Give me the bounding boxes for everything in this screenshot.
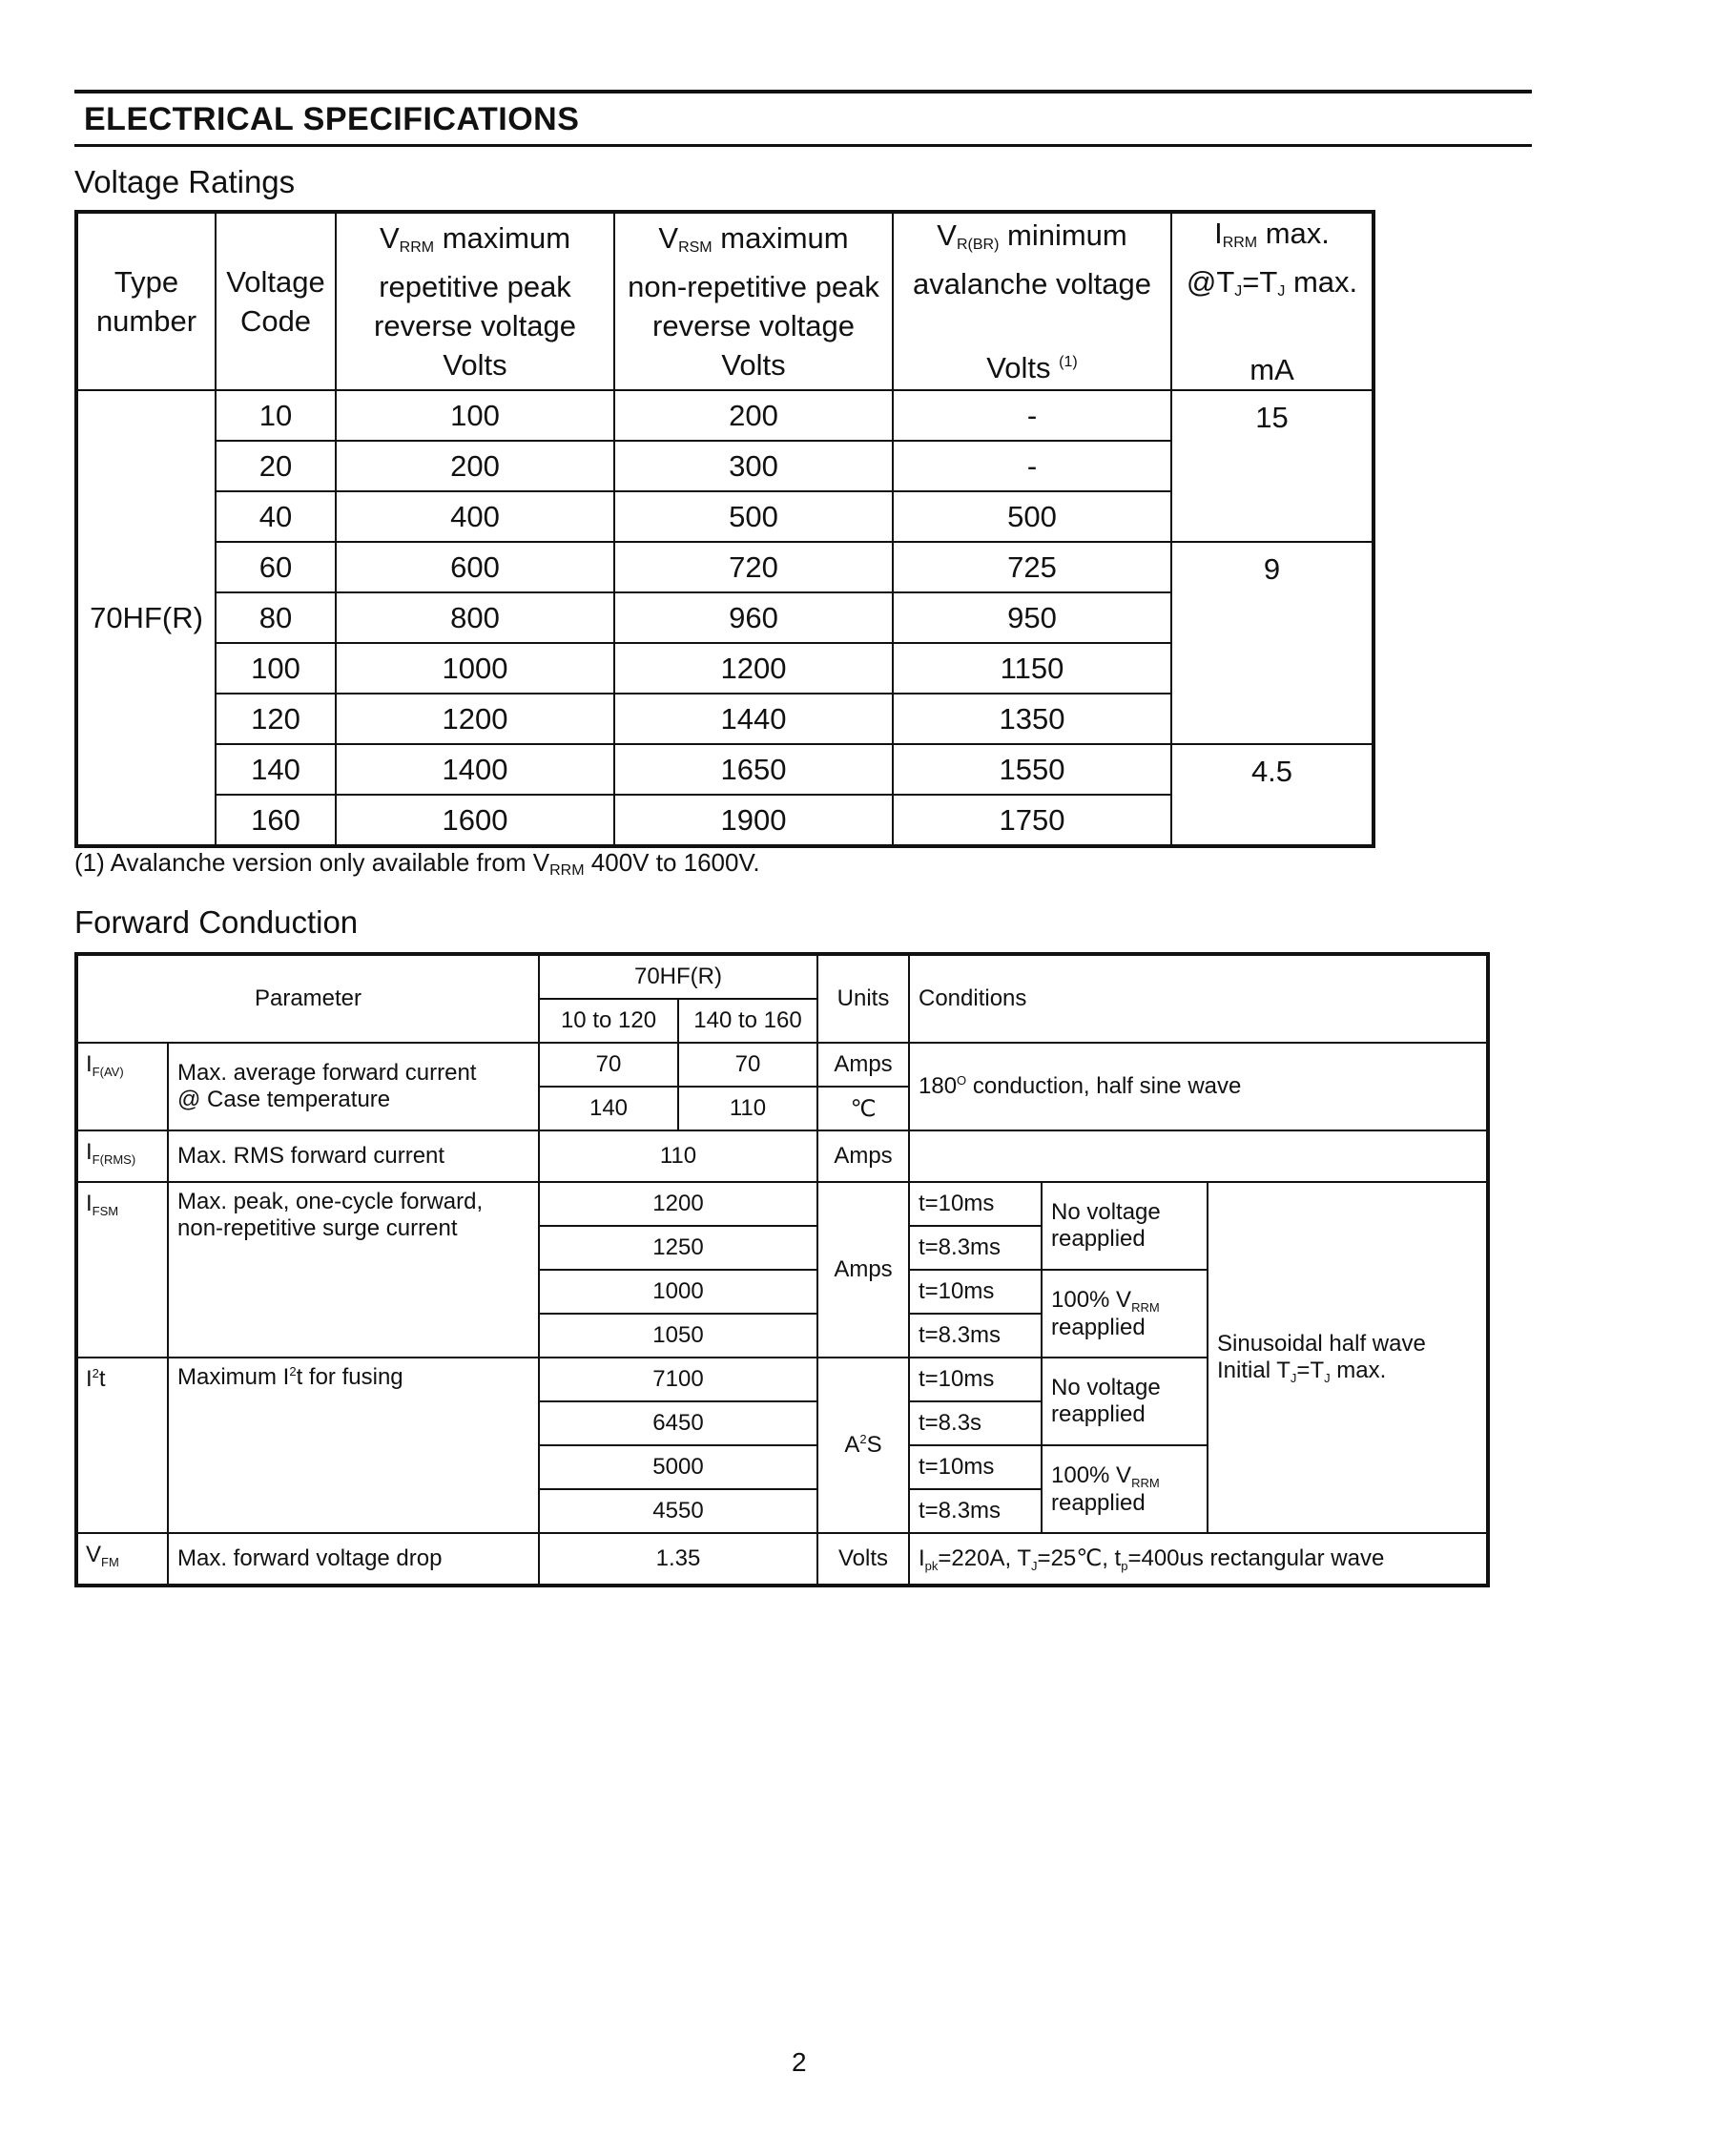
value-cell: 70 — [678, 1043, 817, 1087]
header-irrm: $I_{RRM}$ max. $@T_J=T_J$ max. mA — [1171, 212, 1374, 390]
header-device: 70HF(R) — [539, 954, 817, 999]
vrrm-cell: 1000 — [336, 643, 614, 694]
vrrm-cell: 600 — [336, 542, 614, 592]
header-parameter: Parameter — [76, 954, 539, 1043]
value-cell: 1.35 — [539, 1533, 817, 1586]
value-cell: 110 — [678, 1087, 817, 1130]
vbr-cell: - — [893, 441, 1171, 491]
vbr-cell: 1150 — [893, 643, 1171, 694]
desc-ifrms: Max. RMS forward current — [168, 1130, 539, 1182]
vrrm-cell: 1400 — [336, 744, 614, 795]
vbr-cell: - — [893, 390, 1171, 441]
value-cell: 1050 — [539, 1314, 817, 1358]
vrsm-cell: 500 — [614, 491, 893, 542]
type-number-cell: 70HF(R) — [76, 390, 216, 846]
header-range-140-160: 140 to 160 — [678, 999, 817, 1043]
vrsm-cell: 1200 — [614, 643, 893, 694]
desc-ifsm: Max. peak, one-cycle forward, non-repetitive surge current — [168, 1182, 539, 1358]
vrrm-cell: 400 — [336, 491, 614, 542]
desc-i2t: Maximum $I^2t$ for fusing — [168, 1358, 539, 1533]
symbol-ifrms: $I_{F(RMS)}$ — [76, 1130, 168, 1182]
page-number: 2 — [792, 2047, 807, 2077]
table-row — [76, 1130, 1488, 1182]
table-row — [76, 390, 1374, 441]
voltage-code-cell: 60 — [216, 542, 336, 592]
avalanche-footnote: (1) Avalanche version only available from $V_{RRM}$ 400V to 1600V. — [74, 848, 760, 879]
irrm-cell: 9 — [1171, 542, 1374, 744]
header-type-number: Type number — [76, 212, 216, 390]
vbr-cell: 725 — [893, 542, 1171, 592]
value-cell: 4550 — [539, 1489, 817, 1533]
cond-empty — [909, 1130, 1488, 1182]
unit-cell: Amps — [817, 1130, 909, 1182]
value-cell: 1000 — [539, 1270, 817, 1314]
voltage-code-cell: 10 — [216, 390, 336, 441]
vbr-cell: 1750 — [893, 795, 1171, 846]
irrm-cell: 15 — [1171, 390, 1374, 542]
header-conditions: Conditions — [909, 954, 1488, 1043]
vrsm-cell: 200 — [614, 390, 893, 441]
vrsm-cell: 1900 — [614, 795, 893, 846]
time-cell: t=8.3ms — [909, 1489, 1042, 1533]
voltage-code-cell: 160 — [216, 795, 336, 846]
vrrm-cell: 1600 — [336, 795, 614, 846]
cond-100-vrrm: 100% $V_{RRM}$ reapplied — [1042, 1445, 1208, 1533]
vrsm-cell: 1440 — [614, 694, 893, 744]
voltage-code-cell: 120 — [216, 694, 336, 744]
time-cell: t=8.3ms — [909, 1314, 1042, 1358]
value-cell: 1200 — [539, 1182, 817, 1226]
table-row — [76, 744, 1374, 795]
value-cell: 6450 — [539, 1401, 817, 1445]
vrrm-cell: 800 — [336, 592, 614, 643]
unit-cell: Amps — [817, 1182, 909, 1358]
vrsm-cell: 960 — [614, 592, 893, 643]
section-header-bar — [74, 90, 1532, 147]
cond-no-voltage: No voltage reapplied — [1042, 1358, 1208, 1445]
cond-sinusoidal: Sinusoidal half wave Initial $T_J=T_J$ max. — [1208, 1182, 1488, 1533]
time-cell: t=10ms — [909, 1358, 1042, 1401]
table-row — [76, 542, 1374, 592]
forward-conduction-table — [74, 952, 1490, 1587]
cond-no-voltage: No voltage reapplied — [1042, 1182, 1208, 1270]
vbr-cell: 1350 — [893, 694, 1171, 744]
desc-vfm: Max. forward voltage drop — [168, 1533, 539, 1586]
table-row — [76, 1533, 1488, 1586]
voltage-ratings-title: Voltage Ratings — [74, 164, 296, 199]
table-row — [76, 1182, 1488, 1226]
vbr-cell: 500 — [893, 491, 1171, 542]
desc-ifav: Max. average forward current @ Case temperature — [168, 1043, 539, 1130]
header-range-10-120: 10 to 120 — [539, 999, 678, 1043]
header-vbr: $V_{R(BR)}$ minimum avalanche voltage Volts $^{(1)}$ — [893, 212, 1171, 390]
value-cell: 110 — [539, 1130, 817, 1182]
value-cell: 7100 — [539, 1358, 817, 1401]
value-cell: 70 — [539, 1043, 678, 1087]
vrrm-cell: 200 — [336, 441, 614, 491]
time-cell: t=8.3ms — [909, 1226, 1042, 1270]
value-cell: 5000 — [539, 1445, 817, 1489]
header-vrrm: $V_{RRM}$ maximum repetitive peak reverse voltage Volts — [336, 212, 614, 390]
voltage-code-cell: 100 — [216, 643, 336, 694]
voltage-code-cell: 20 — [216, 441, 336, 491]
unit-cell: $A^2S$ — [817, 1358, 909, 1533]
table-header-row — [76, 954, 1488, 999]
symbol-ifav: $I_{F(AV)}$ — [76, 1043, 168, 1130]
voltage-code-cell: 80 — [216, 592, 336, 643]
time-cell: t=10ms — [909, 1445, 1042, 1489]
voltage-code-cell: 40 — [216, 491, 336, 542]
vrsm-cell: 300 — [614, 441, 893, 491]
vrrm-cell: 100 — [336, 390, 614, 441]
header-vrsm: $V_{RSM}$ maximum non-repetitive peak reverse voltage Volts — [614, 212, 893, 390]
unit-cell: Amps — [817, 1043, 909, 1087]
unit-cell: Volts — [817, 1533, 909, 1586]
symbol-ifsm: $I_{FSM}$ — [76, 1182, 168, 1358]
voltage-code-cell: 140 — [216, 744, 336, 795]
vrsm-cell: 1650 — [614, 744, 893, 795]
symbol-vfm: $V_{FM}$ — [76, 1533, 168, 1586]
vrsm-cell: 720 — [614, 542, 893, 592]
cond-ifav: $180^O$ conduction, half sine wave — [909, 1043, 1488, 1130]
header-units: Units — [817, 954, 909, 1043]
header-voltage-code: Voltage Code — [216, 212, 336, 390]
forward-conduction-title: Forward Conduction — [74, 904, 359, 940]
voltage-ratings-table — [74, 210, 1375, 848]
table-row — [76, 1043, 1488, 1087]
symbol-i2t: $I^2t$ — [76, 1358, 168, 1533]
vrrm-cell: 1200 — [336, 694, 614, 744]
unit-cell: ℃ — [817, 1087, 909, 1130]
cond-vfm: $I_{pk}=220A$, $T_J=25℃$, $t_p=400us$ rectangular wave — [909, 1533, 1488, 1586]
page-title: ELECTRICAL SPECIFICATIONS — [84, 101, 580, 137]
time-cell: t=10ms — [909, 1182, 1042, 1226]
value-cell: 1250 — [539, 1226, 817, 1270]
time-cell: t=8.3s — [909, 1401, 1042, 1445]
table-header-row — [76, 212, 1374, 390]
vbr-cell: 950 — [893, 592, 1171, 643]
vbr-cell: 1550 — [893, 744, 1171, 795]
value-cell: 140 — [539, 1087, 678, 1130]
irrm-cell: 4.5 — [1171, 744, 1374, 846]
time-cell: t=10ms — [909, 1270, 1042, 1314]
cond-100-vrrm: 100% $V_{RRM}$ reapplied — [1042, 1270, 1208, 1358]
